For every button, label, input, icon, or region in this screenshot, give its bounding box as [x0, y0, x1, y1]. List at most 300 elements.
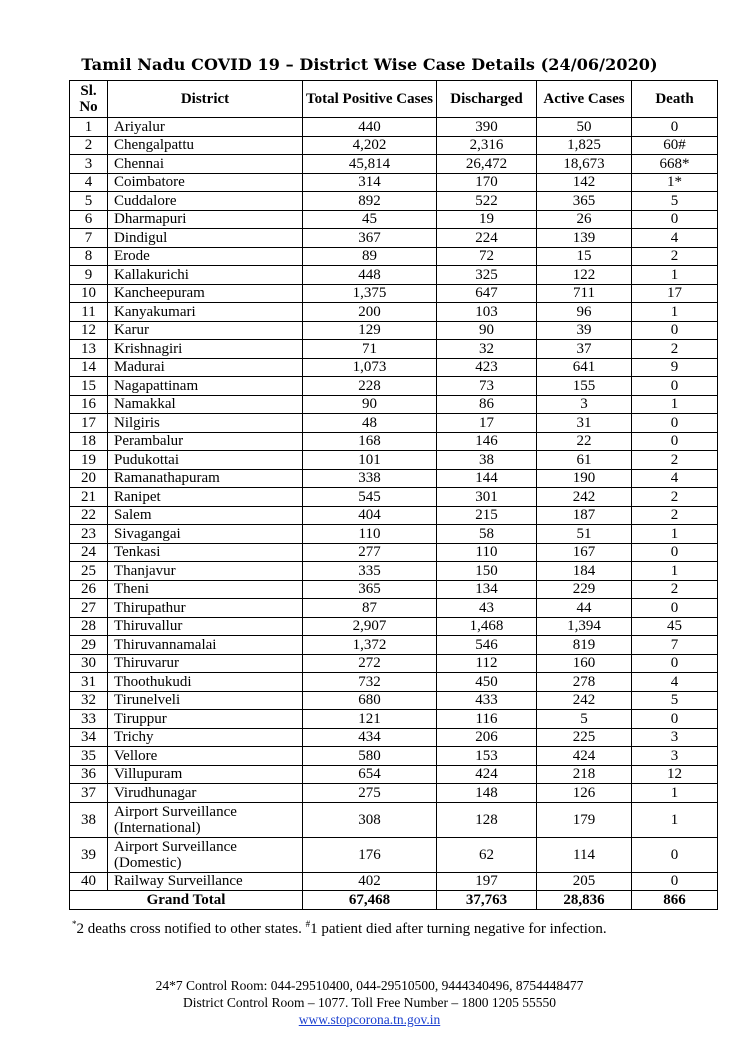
cell-total: 335	[303, 562, 437, 581]
cell-total: 892	[303, 192, 437, 211]
cell-sl: 12	[70, 321, 108, 340]
cell-sl: 40	[70, 872, 108, 891]
cell-sl: 4	[70, 173, 108, 192]
cell-death: 1	[632, 562, 718, 581]
cell-active: 61	[537, 451, 632, 470]
cell-death: 0	[632, 118, 718, 137]
cell-discharged: 325	[437, 266, 537, 285]
cell-death: 1	[632, 395, 718, 414]
cell-sl: 3	[70, 155, 108, 174]
cell-total: 654	[303, 765, 437, 784]
cell-sl: 20	[70, 469, 108, 488]
cell-death: 5	[632, 691, 718, 710]
cell-total: 434	[303, 728, 437, 747]
cell-district: Airport Surveillance (International)	[108, 802, 303, 837]
cell-district: Krishnagiri	[108, 340, 303, 359]
table-row	[70, 155, 718, 174]
cell-active: 50	[537, 118, 632, 137]
cell-discharged: 153	[437, 747, 537, 766]
cell-district: Virudhunagar	[108, 784, 303, 803]
table-row	[70, 395, 718, 414]
cell-death: 4	[632, 469, 718, 488]
cell-district: Ramanathapuram	[108, 469, 303, 488]
cell-discharged: 148	[437, 784, 537, 803]
grand-total-row	[70, 891, 718, 910]
table-row	[70, 506, 718, 525]
cell-active: 218	[537, 765, 632, 784]
cell-death: 4	[632, 673, 718, 692]
cell-death: 2	[632, 580, 718, 599]
table-row	[70, 617, 718, 636]
cell-district: Railway Surveillance	[108, 872, 303, 891]
cell-district: Dharmapuri	[108, 210, 303, 229]
cell-total: 110	[303, 525, 437, 544]
cell-active: 184	[537, 562, 632, 581]
cell-discharged: 144	[437, 469, 537, 488]
cell-sl: 39	[70, 837, 108, 872]
cell-active: 15	[537, 247, 632, 266]
grand-total-death: 866	[632, 891, 718, 910]
cell-total: 448	[303, 266, 437, 285]
cell-discharged: 522	[437, 192, 537, 211]
table-row	[70, 636, 718, 655]
cell-district: Kancheepuram	[108, 284, 303, 303]
cell-discharged: 424	[437, 765, 537, 784]
cell-sl: 10	[70, 284, 108, 303]
contact-info	[0, 977, 739, 1028]
footnote-hash-mark: #	[305, 919, 311, 929]
cell-death: 3	[632, 728, 718, 747]
grand-total-active: 28,836	[537, 891, 632, 910]
cell-sl: 14	[70, 358, 108, 377]
cell-death: 2	[632, 451, 718, 470]
cell-discharged: 146	[437, 432, 537, 451]
cell-total: 89	[303, 247, 437, 266]
table-row	[70, 673, 718, 692]
cell-death: 4	[632, 229, 718, 248]
cell-sl: 32	[70, 691, 108, 710]
cell-death: 3	[632, 747, 718, 766]
cell-death: 7	[632, 636, 718, 655]
cell-total: 168	[303, 432, 437, 451]
footnote	[72, 920, 682, 939]
cell-active: 641	[537, 358, 632, 377]
cell-total: 48	[303, 414, 437, 433]
table-row	[70, 284, 718, 303]
cell-total: 228	[303, 377, 437, 396]
grand-total-positive: 67,468	[303, 891, 437, 910]
cell-sl: 30	[70, 654, 108, 673]
cell-district: Tirunelveli	[108, 691, 303, 710]
cell-total: 176	[303, 837, 437, 872]
cell-death: 17	[632, 284, 718, 303]
cell-discharged: 103	[437, 303, 537, 322]
cell-sl: 11	[70, 303, 108, 322]
cell-total: 272	[303, 654, 437, 673]
cell-district: Perambalur	[108, 432, 303, 451]
cell-discharged: 72	[437, 247, 537, 266]
table-row	[70, 654, 718, 673]
cell-district: Ranipet	[108, 488, 303, 507]
cell-death: 1*	[632, 173, 718, 192]
table-header-row	[70, 81, 718, 118]
cell-discharged: 224	[437, 229, 537, 248]
cell-district: Thiruvannamalai	[108, 636, 303, 655]
cell-death: 0	[632, 432, 718, 451]
cell-death: 0	[632, 654, 718, 673]
table-body	[70, 118, 718, 891]
cell-sl: 29	[70, 636, 108, 655]
cell-death: 1	[632, 303, 718, 322]
cell-discharged: 62	[437, 837, 537, 872]
cell-total: 200	[303, 303, 437, 322]
cell-active: 365	[537, 192, 632, 211]
cell-district: Theni	[108, 580, 303, 599]
grand-total-discharged: 37,763	[437, 891, 537, 910]
cell-total: 45	[303, 210, 437, 229]
cell-active: 424	[537, 747, 632, 766]
table-row	[70, 580, 718, 599]
cell-discharged: 2,316	[437, 136, 537, 155]
cell-sl: 31	[70, 673, 108, 692]
cell-district: Salem	[108, 506, 303, 525]
control-room-line: 24*7 Control Room: 044-29510400, 044-29510500, 9444340496, 8754448477	[155, 978, 584, 993]
cell-district: Kallakurichi	[108, 266, 303, 285]
cell-death: 12	[632, 765, 718, 784]
cell-district: Cuddalore	[108, 192, 303, 211]
cell-death: 0	[632, 837, 718, 872]
cell-discharged: 26,472	[437, 155, 537, 174]
table-row	[70, 765, 718, 784]
cell-active: 225	[537, 728, 632, 747]
cell-discharged: 1,468	[437, 617, 537, 636]
cell-death: 2	[632, 488, 718, 507]
cell-death: 60#	[632, 136, 718, 155]
cell-total: 275	[303, 784, 437, 803]
table-row	[70, 802, 718, 837]
cell-district: Madurai	[108, 358, 303, 377]
table-row	[70, 747, 718, 766]
cell-district: Thiruvallur	[108, 617, 303, 636]
cell-total: 338	[303, 469, 437, 488]
cell-sl: 23	[70, 525, 108, 544]
cell-total: 71	[303, 340, 437, 359]
cell-total: 277	[303, 543, 437, 562]
cell-total: 545	[303, 488, 437, 507]
cell-sl: 26	[70, 580, 108, 599]
table-row	[70, 377, 718, 396]
stopcorona-link[interactable]: www.stopcorona.tn.gov.in	[298, 1012, 441, 1027]
cell-total: 1,372	[303, 636, 437, 655]
cell-discharged: 19	[437, 210, 537, 229]
cell-total: 314	[303, 173, 437, 192]
cell-total: 121	[303, 710, 437, 729]
table-row	[70, 432, 718, 451]
cell-total: 680	[303, 691, 437, 710]
cell-district: Coimbatore	[108, 173, 303, 192]
table-row	[70, 414, 718, 433]
cell-sl: 13	[70, 340, 108, 359]
cell-discharged: 17	[437, 414, 537, 433]
cell-sl: 35	[70, 747, 108, 766]
table-row	[70, 229, 718, 248]
cell-discharged: 206	[437, 728, 537, 747]
cell-active: 160	[537, 654, 632, 673]
table-row	[70, 599, 718, 618]
cell-sl: 36	[70, 765, 108, 784]
cell-discharged: 112	[437, 654, 537, 673]
table-row	[70, 192, 718, 211]
cell-sl: 25	[70, 562, 108, 581]
cell-death: 0	[632, 872, 718, 891]
cell-district: Ariyalur	[108, 118, 303, 137]
cell-sl: 16	[70, 395, 108, 414]
cell-discharged: 433	[437, 691, 537, 710]
cell-district: Trichy	[108, 728, 303, 747]
cell-sl: 27	[70, 599, 108, 618]
cell-sl: 17	[70, 414, 108, 433]
cell-district: Erode	[108, 247, 303, 266]
cell-active: 5	[537, 710, 632, 729]
table-row	[70, 837, 718, 872]
table-row	[70, 118, 718, 137]
table-row	[70, 266, 718, 285]
cell-sl: 34	[70, 728, 108, 747]
cell-sl: 24	[70, 543, 108, 562]
header-discharged: Discharged	[437, 81, 537, 118]
grand-total-label: Grand Total	[70, 891, 303, 910]
table-row	[70, 728, 718, 747]
cell-sl: 7	[70, 229, 108, 248]
cell-district: Airport Surveillance (Domestic)	[108, 837, 303, 872]
cell-active: 96	[537, 303, 632, 322]
table-row	[70, 562, 718, 581]
cell-death: 2	[632, 247, 718, 266]
cell-death: 0	[632, 543, 718, 562]
cell-active: 819	[537, 636, 632, 655]
footnote-text-1: 2 deaths cross notified to other states.	[76, 921, 306, 937]
cell-active: 26	[537, 210, 632, 229]
table-row	[70, 136, 718, 155]
cell-discharged: 301	[437, 488, 537, 507]
cell-active: 1,825	[537, 136, 632, 155]
cell-sl: 15	[70, 377, 108, 396]
table-row	[70, 340, 718, 359]
cell-active: 139	[537, 229, 632, 248]
district-control-line: District Control Room – 1077. Toll Free Number – 1800 1205 55550	[182, 995, 557, 1010]
cell-sl: 38	[70, 802, 108, 837]
header-death: Death	[632, 81, 718, 118]
cell-total: 440	[303, 118, 437, 137]
header-district: District	[108, 81, 303, 118]
cell-discharged: 128	[437, 802, 537, 837]
table-row	[70, 303, 718, 322]
cell-active: 711	[537, 284, 632, 303]
cell-active: 126	[537, 784, 632, 803]
table-row	[70, 784, 718, 803]
cell-district: Thoothukudi	[108, 673, 303, 692]
cell-active: 3	[537, 395, 632, 414]
cell-active: 37	[537, 340, 632, 359]
cell-active: 278	[537, 673, 632, 692]
cell-total: 87	[303, 599, 437, 618]
cell-death: 1	[632, 525, 718, 544]
cell-active: 122	[537, 266, 632, 285]
cell-active: 179	[537, 802, 632, 837]
header-sl-no: Sl. No	[70, 81, 108, 118]
cell-active: 31	[537, 414, 632, 433]
table-row	[70, 543, 718, 562]
cell-district: Dindigul	[108, 229, 303, 248]
cell-death: 0	[632, 377, 718, 396]
cell-discharged: 150	[437, 562, 537, 581]
cell-total: 365	[303, 580, 437, 599]
table-row	[70, 525, 718, 544]
cell-district: Vellore	[108, 747, 303, 766]
cell-death: 2	[632, 340, 718, 359]
cell-district: Nagapattinam	[108, 377, 303, 396]
cell-discharged: 86	[437, 395, 537, 414]
cell-active: 22	[537, 432, 632, 451]
cell-discharged: 390	[437, 118, 537, 137]
header-active-cases: Active Cases	[537, 81, 632, 118]
cell-district: Thanjavur	[108, 562, 303, 581]
cell-sl: 19	[70, 451, 108, 470]
cell-death: 1	[632, 784, 718, 803]
cell-active: 187	[537, 506, 632, 525]
cell-total: 580	[303, 747, 437, 766]
cell-discharged: 90	[437, 321, 537, 340]
cell-death: 0	[632, 321, 718, 340]
cell-active: 155	[537, 377, 632, 396]
table-row	[70, 488, 718, 507]
cell-discharged: 32	[437, 340, 537, 359]
cell-district: Sivagangai	[108, 525, 303, 544]
table-row	[70, 321, 718, 340]
cell-active: 167	[537, 543, 632, 562]
cell-total: 404	[303, 506, 437, 525]
table-row	[70, 247, 718, 266]
cell-district: Namakkal	[108, 395, 303, 414]
header-total-positive: Total Positive Cases	[303, 81, 437, 118]
cell-sl: 21	[70, 488, 108, 507]
cell-district: Thiruvarur	[108, 654, 303, 673]
cell-discharged: 647	[437, 284, 537, 303]
cell-total: 129	[303, 321, 437, 340]
cell-discharged: 170	[437, 173, 537, 192]
cell-active: 242	[537, 691, 632, 710]
cell-total: 101	[303, 451, 437, 470]
cell-death: 1	[632, 802, 718, 837]
cell-discharged: 197	[437, 872, 537, 891]
district-cases-table	[69, 80, 718, 910]
cell-district: Pudukottai	[108, 451, 303, 470]
cell-active: 51	[537, 525, 632, 544]
table-row	[70, 710, 718, 729]
cell-district: Nilgiris	[108, 414, 303, 433]
cell-total: 308	[303, 802, 437, 837]
table-row	[70, 210, 718, 229]
cell-sl: 22	[70, 506, 108, 525]
cell-total: 1,073	[303, 358, 437, 377]
cell-death: 9	[632, 358, 718, 377]
cell-discharged: 546	[437, 636, 537, 655]
cell-total: 367	[303, 229, 437, 248]
table-row	[70, 469, 718, 488]
cell-district: Thirupathur	[108, 599, 303, 618]
cell-death: 2	[632, 506, 718, 525]
cell-discharged: 450	[437, 673, 537, 692]
cell-discharged: 423	[437, 358, 537, 377]
cell-active: 18,673	[537, 155, 632, 174]
cell-death: 0	[632, 710, 718, 729]
cell-active: 39	[537, 321, 632, 340]
cell-sl: 2	[70, 136, 108, 155]
cell-death: 1	[632, 266, 718, 285]
cell-active: 142	[537, 173, 632, 192]
cell-discharged: 58	[437, 525, 537, 544]
cell-total: 90	[303, 395, 437, 414]
cell-active: 114	[537, 837, 632, 872]
cell-district: Chengalpattu	[108, 136, 303, 155]
cell-sl: 1	[70, 118, 108, 137]
table-row	[70, 173, 718, 192]
cell-discharged: 43	[437, 599, 537, 618]
cell-discharged: 73	[437, 377, 537, 396]
footnote-text-2: 1 patient died after turning negative for infection.	[310, 921, 607, 937]
cell-district: Tiruppur	[108, 710, 303, 729]
cell-sl: 18	[70, 432, 108, 451]
cell-sl: 8	[70, 247, 108, 266]
cell-district: Kanyakumari	[108, 303, 303, 322]
cell-active: 205	[537, 872, 632, 891]
cell-total: 2,907	[303, 617, 437, 636]
table-row	[70, 451, 718, 470]
cell-death: 45	[632, 617, 718, 636]
cell-discharged: 38	[437, 451, 537, 470]
cell-death: 5	[632, 192, 718, 211]
cell-total: 45,814	[303, 155, 437, 174]
cell-death: 668*	[632, 155, 718, 174]
cell-death: 0	[632, 414, 718, 433]
cell-district: Tenkasi	[108, 543, 303, 562]
table-row	[70, 872, 718, 891]
table-row	[70, 691, 718, 710]
cell-discharged: 116	[437, 710, 537, 729]
cell-sl: 9	[70, 266, 108, 285]
cell-active: 242	[537, 488, 632, 507]
cell-total: 402	[303, 872, 437, 891]
page-title: Tamil Nadu COVID 19 – District Wise Case Details (24/06/2020)	[81, 55, 658, 74]
cell-discharged: 110	[437, 543, 537, 562]
footnote-star-mark: *	[72, 919, 77, 929]
cell-active: 44	[537, 599, 632, 618]
cell-active: 190	[537, 469, 632, 488]
table-row	[70, 358, 718, 377]
cell-sl: 37	[70, 784, 108, 803]
cell-sl: 6	[70, 210, 108, 229]
cell-discharged: 215	[437, 506, 537, 525]
cell-active: 1,394	[537, 617, 632, 636]
cell-total: 732	[303, 673, 437, 692]
cell-district: Villupuram	[108, 765, 303, 784]
cell-sl: 5	[70, 192, 108, 211]
cell-sl: 28	[70, 617, 108, 636]
cell-total: 4,202	[303, 136, 437, 155]
cell-district: Karur	[108, 321, 303, 340]
cell-district: Chennai	[108, 155, 303, 174]
cell-active: 229	[537, 580, 632, 599]
